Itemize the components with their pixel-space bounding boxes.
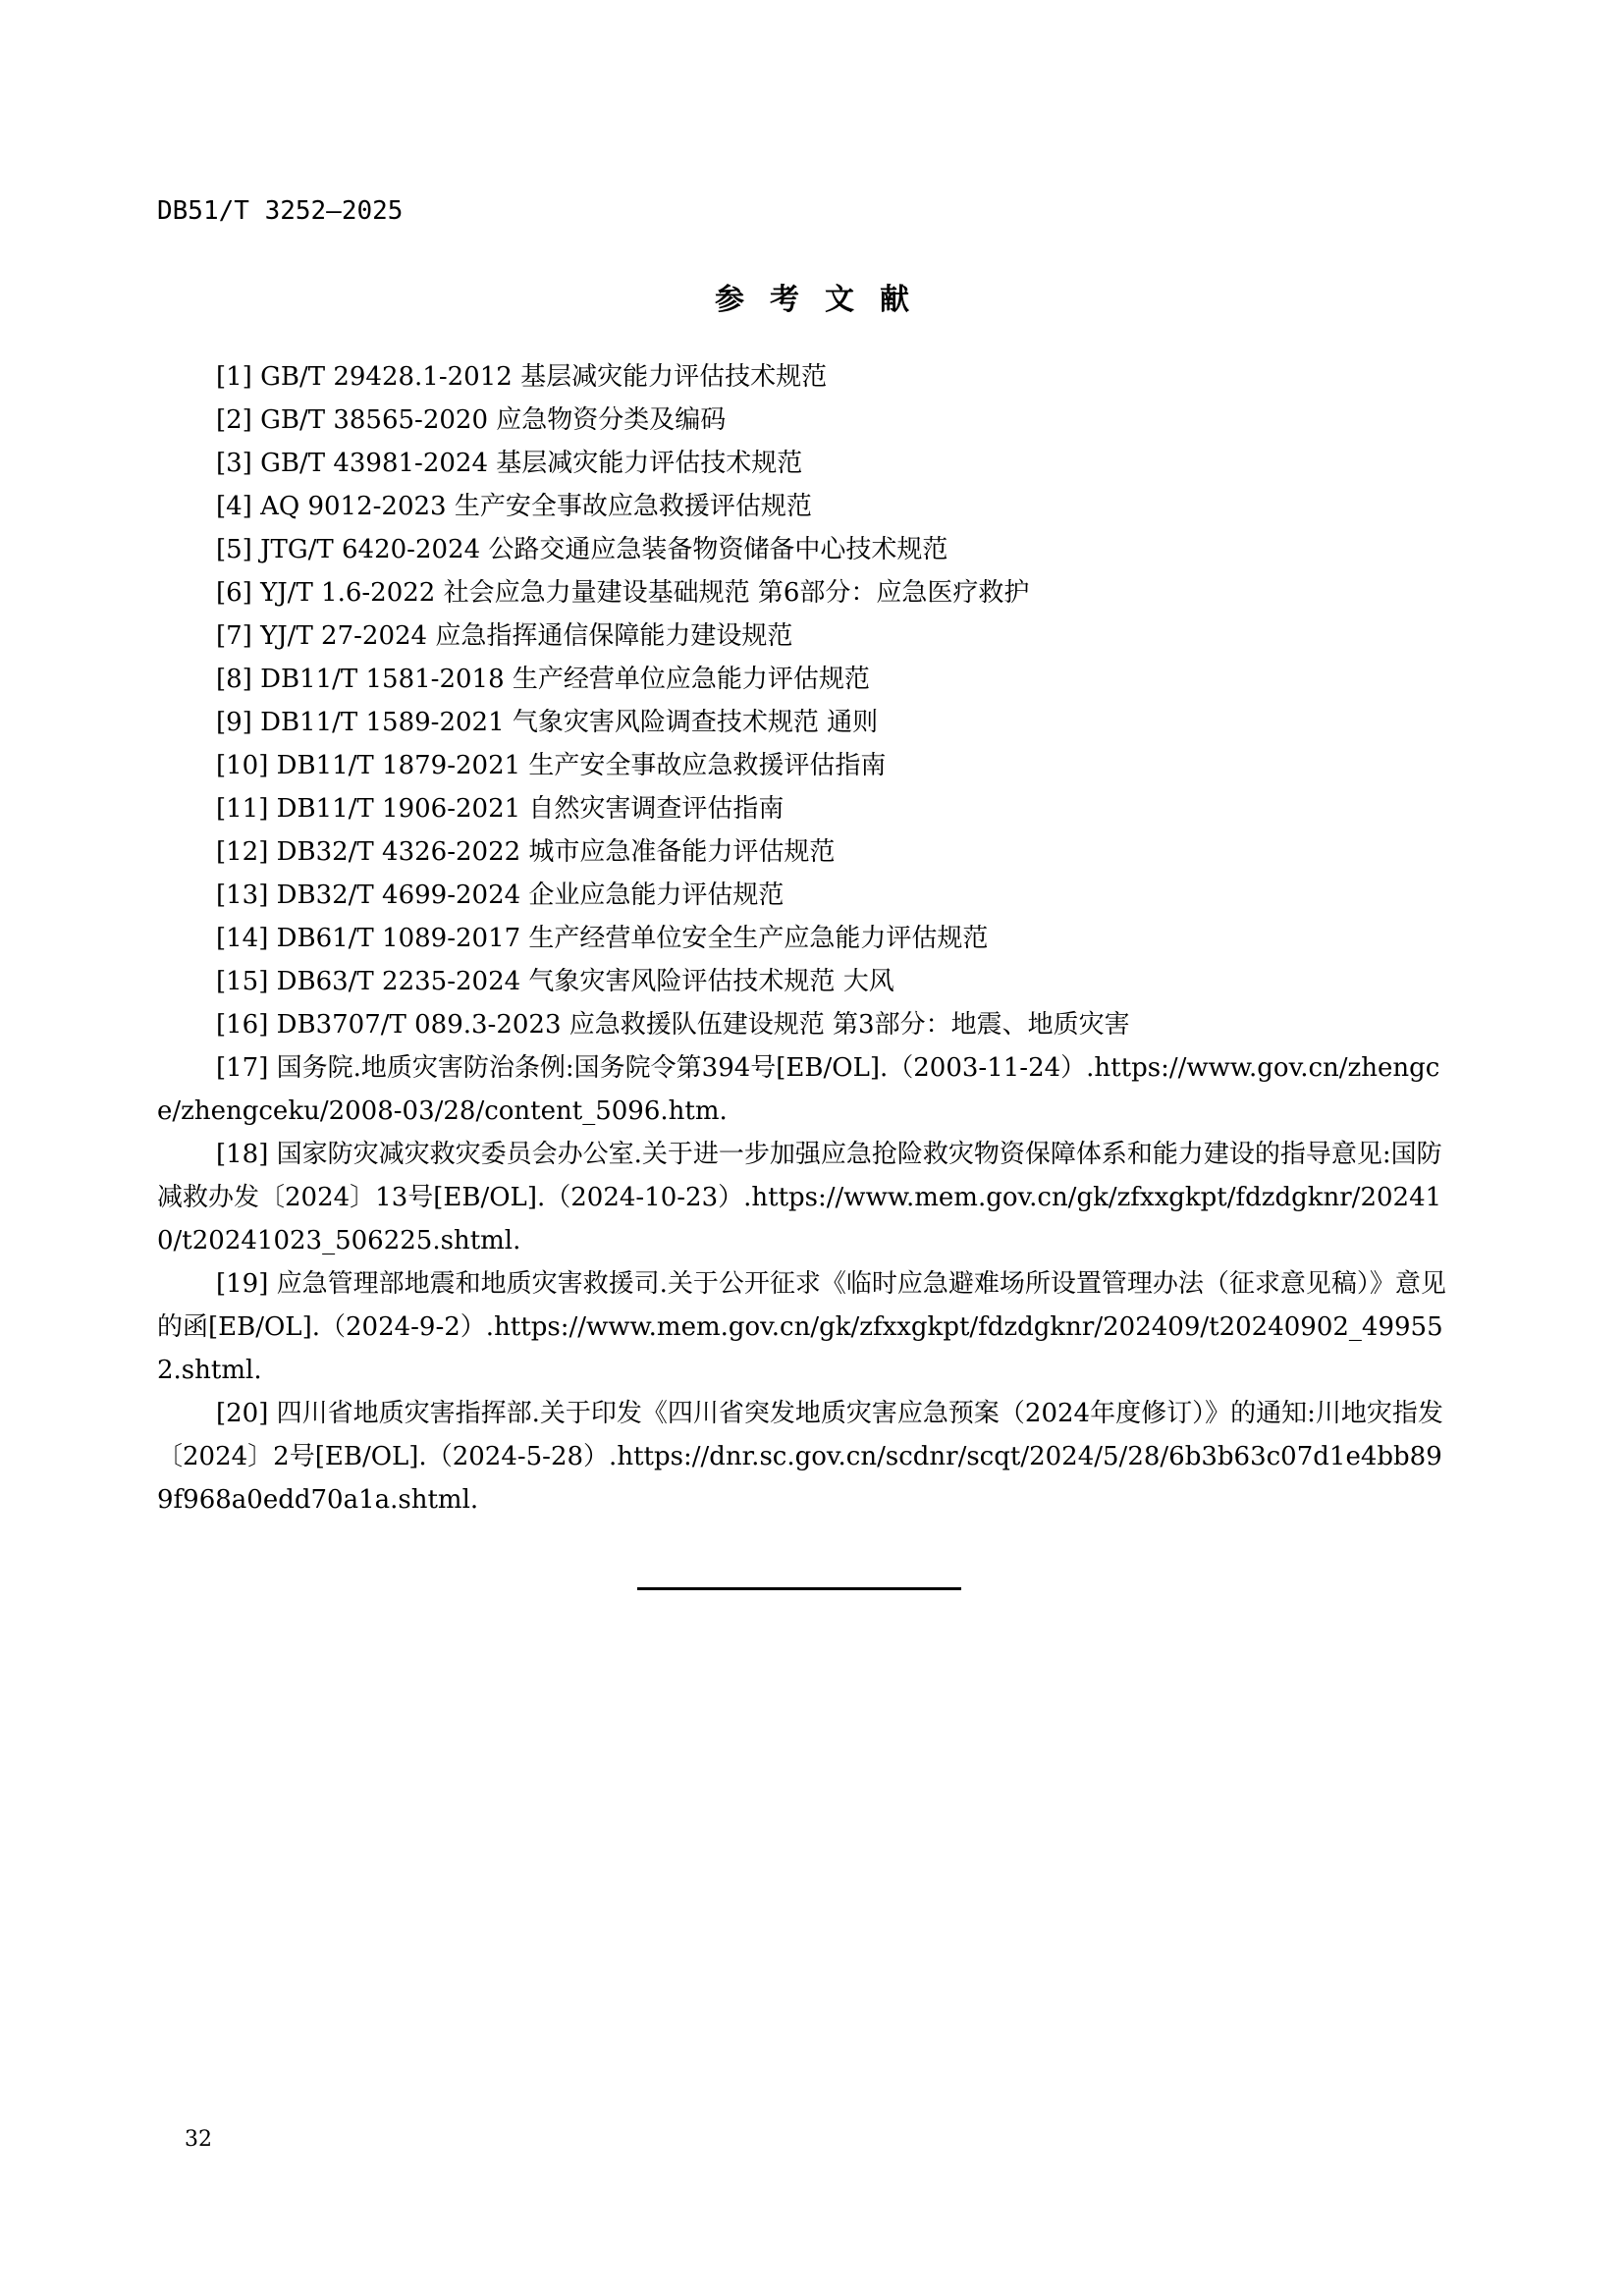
section-title: 参考文献 — [715, 283, 935, 317]
page-number: 32 — [185, 2127, 212, 2152]
reference-item: [19] 应急管理部地震和地质灾害救援司.关于公开征求《临时应急避难场所设置管理办法（征求意见稿）》意见的函[EB/OL].（2024-9-2）.https://www.mem.gov.cn/gk/zfxxgkpt/fdzdgknr/202409/t20240902_499552.shtml. — [157, 1269, 1446, 1385]
reference-item: [12] DB32/T 4326-2022 城市应急准备能力评估规范 — [216, 837, 836, 867]
reference-list — [157, 355, 1449, 1522]
reference-item: [4] AQ 9012-2023 生产安全事故应急救援评估规范 — [216, 492, 812, 521]
reference-item: [13] DB32/T 4699-2024 企业应急能力评估规范 — [216, 881, 785, 910]
reference-item: [16] DB3707/T 089.3-2023 应急救援队伍建设规范 第3部分：地震、地质灾害 — [216, 1010, 1130, 1040]
reference-item: [18] 国家防灾减灾救灾委员会办公室.关于进一步加强应急抢险救灾物资保障体系和能力建设的指导意见:国防减救办发〔2024〕13号[EB/OL].（2024-10-23）.https://www.mem.gov.cn/gk/zfxxgkpt/fdzdgknr/202410/t20241023_506225.shtml. — [157, 1140, 1442, 1255]
document-code: DB51/T 3252—2025 — [157, 196, 404, 226]
end-of-document-rule — [637, 1587, 961, 1590]
reference-item: [14] DB61/T 1089-2017 生产经营单位安全生产应急能力评估规范 — [216, 924, 989, 953]
reference-item: [10] DB11/T 1879-2021 生产安全事故应急救援评估指南 — [216, 751, 887, 780]
reference-item: [9] DB11/T 1589-2021 气象灾害风险调查技术规范 通则 — [216, 708, 879, 737]
reference-item: [11] DB11/T 1906-2021 自然灾害调查评估指南 — [216, 794, 785, 824]
reference-item: [17] 国务院.地质灾害防治条例:国务院令第394号[EB/OL].（2003-11-24）.https://www.gov.cn/zhengce/zhengceku/2008-03/28/content_5096.htm. — [157, 1053, 1440, 1126]
reference-item: [6] YJ/T 1.6-2022 社会应急力量建设基础规范 第6部分：应急医疗救护 — [216, 578, 1030, 608]
reference-item: [20] 四川省地质灾害指挥部.关于印发《四川省突发地质灾害应急预案（2024年度修订）》的通知:川地灾指发〔2024〕2号[EB/OL].（2024-5-28）.https://dnr.sc.gov.cn/scdnr/scqt/2024/5/28/6b3b63c07d1e4bb899f968a0edd70a1a.shtml. — [157, 1399, 1443, 1515]
reference-item: [3] GB/T 43981-2024 基层减灾能力评估技术规范 — [216, 449, 803, 478]
reference-item: [8] DB11/T 1581-2018 生产经营单位应急能力评估规范 — [216, 665, 870, 694]
reference-item: [7] YJ/T 27-2024 应急指挥通信保障能力建设规范 — [216, 621, 793, 651]
reference-item: [5] JTG/T 6420-2024 公路交通应急装备物资储备中心技术规范 — [216, 535, 948, 564]
reference-item: [2] GB/T 38565-2020 应急物资分类及编码 — [216, 405, 727, 435]
reference-item: [15] DB63/T 2235-2024 气象灾害风险评估技术规范 大风 — [216, 967, 894, 996]
reference-item: [1] GB/T 29428.1-2012 基层减灾能力评估技术规范 — [216, 362, 828, 392]
